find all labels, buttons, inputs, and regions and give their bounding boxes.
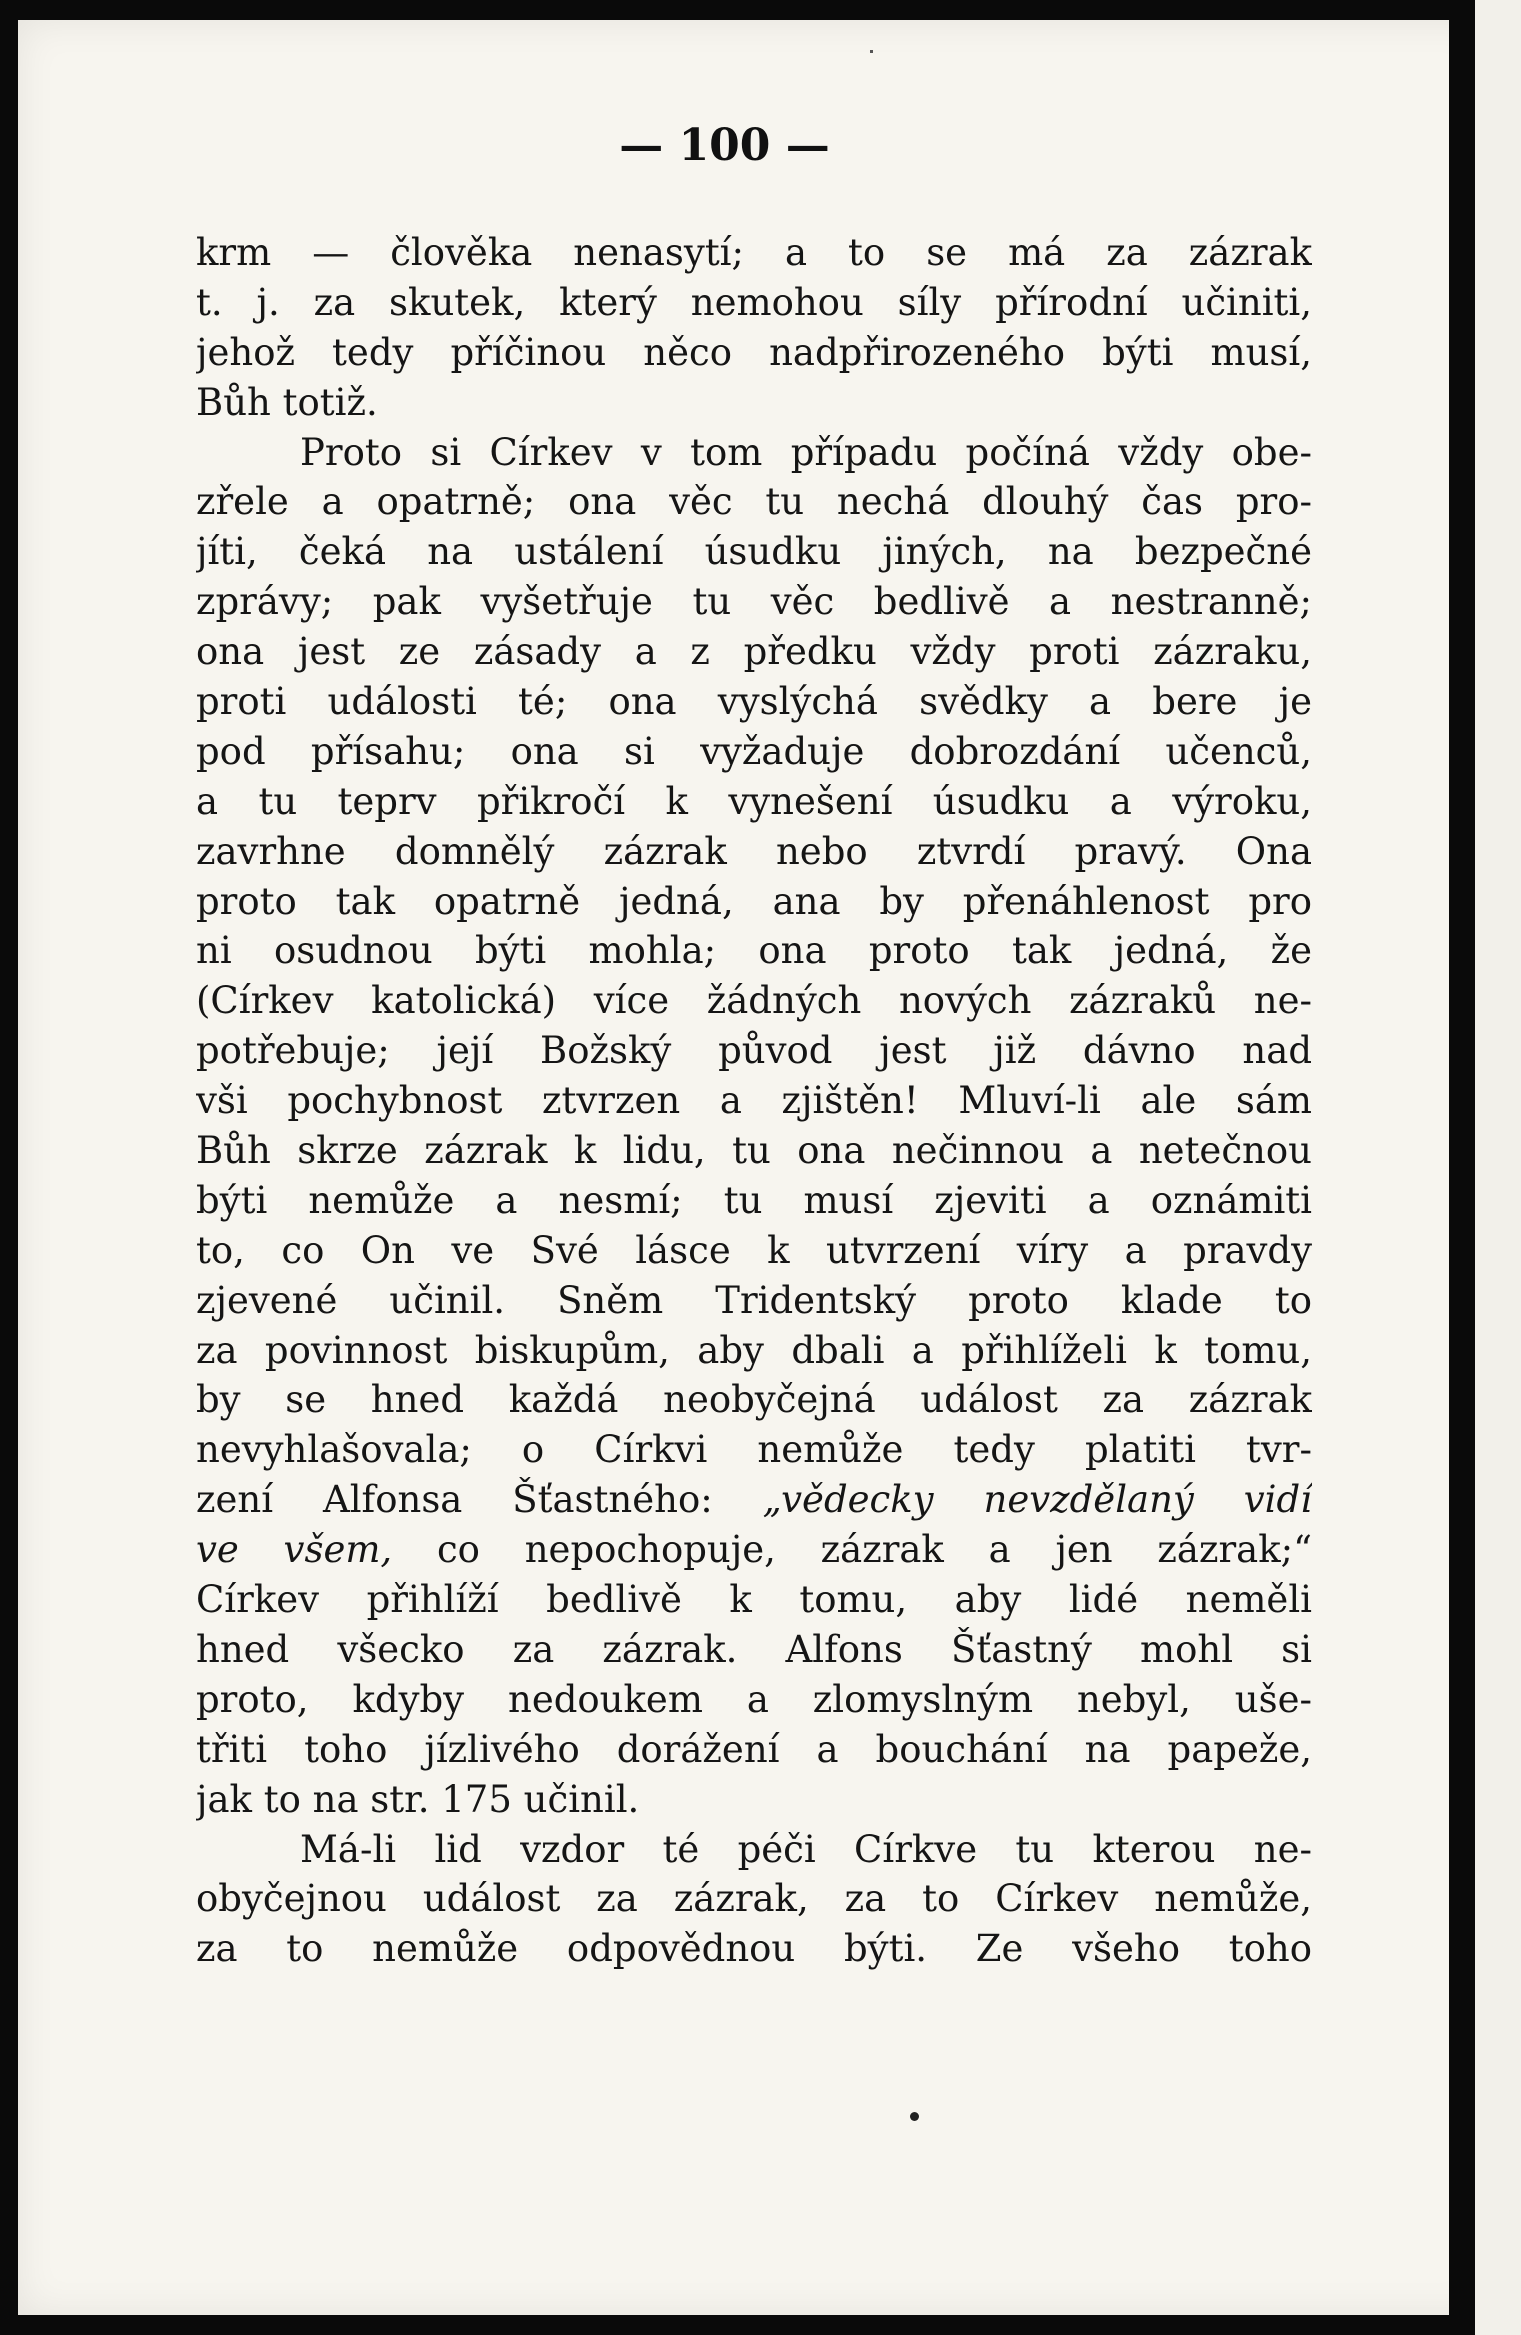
text-line: jehož tedy příčinou něco nadpřirozeného býti musí,	[196, 330, 1312, 374]
text-line: za povinnost biskupům, aby dbali a přihlíželi k tomu,	[196, 1328, 1312, 1372]
text-line: nevyhlašovala; o Církvi nemůže tedy platiti tvr-	[196, 1428, 1312, 1472]
text-line: proto tak opatrně jedná, ana by přenáhlenost pro	[196, 879, 1312, 923]
text-line: třiti toho jízlivého dorážení a bouchání na papeže,	[196, 1727, 1312, 1771]
text-line: zjevené učinil. Sněm Tridentský proto klade to	[196, 1278, 1312, 1322]
text-line: vši pochybnost ztvrzen a zjištěn! Mluví-li ale sám	[196, 1079, 1312, 1123]
text-line: by se hned každá neobyčejná událost za zázrak	[196, 1378, 1312, 1422]
printer-dot	[910, 2112, 919, 2121]
adjacent-page-edge	[1475, 0, 1521, 2335]
text-line: ni osudnou býti mohla; ona proto tak jedná, že	[196, 929, 1312, 973]
text-line: hned všecko za zázrak. Alfons Šťastný mohl si	[196, 1627, 1312, 1671]
text-line: proti události té; ona vyslýchá svědky a bere je	[196, 680, 1312, 724]
text-line: zřele a opatrně; ona věc tu nechá dlouhý čas pro-	[196, 480, 1312, 524]
text-line: pod přísahu; ona si vyžaduje dobrozdání učenců,	[196, 729, 1312, 773]
text-line: a tu teprv přikročí k vynešení úsudku a výroku,	[196, 779, 1312, 823]
text-line	[196, 1525, 1312, 1575]
text-line: Církev přihlíží bedlivě k tomu, aby lidé neměli	[196, 1578, 1312, 1622]
text-line: proto, kdyby nedoukem a zlomyslným nebyl, uše-	[196, 1677, 1312, 1721]
text-line: obyčejnou událost za zázrak, za to Církev nemůže,	[196, 1877, 1312, 1921]
text-line: jíti, čeká na ustálení úsudku jiných, na bezpečné	[196, 530, 1312, 574]
text-line: býti nemůže a nesmí; tu musí zjeviti a oznámiti	[196, 1178, 1312, 1222]
page-edge-shadow	[1449, 0, 1475, 2335]
text-line: Bůh totiž.	[196, 380, 378, 424]
page-number: — 100 —	[619, 120, 830, 171]
text-line: (Církev katolická) více žádných nových zázraků ne-	[196, 979, 1312, 1023]
body-text	[196, 228, 1312, 1974]
text-line: krm — člověka nenasytí; a to se má za zázrak	[196, 231, 1312, 274]
text-line: zavrhne domnělý zázrak nebo ztvrdí pravý. Ona	[196, 829, 1312, 873]
text-line: Proto si Církev v tom případu počíná vždy obe-	[300, 430, 1312, 474]
text-line: ona jest ze zásady a z předku vždy proti zázraku,	[196, 630, 1312, 674]
italic-quote: ve všem,	[196, 1528, 393, 1572]
scan-speck	[870, 50, 873, 53]
text-line: to, co On ve Své lásce k utvrzení víry a pravdy	[196, 1228, 1312, 1272]
text-line: jak to na str. 175 učinil.	[196, 1777, 640, 1821]
text-segment: zení Alfonsa Šťastného:	[196, 1478, 763, 1522]
text-line	[196, 1475, 1312, 1525]
text-line: Bůh skrze zázrak k lidu, tu ona nečinnou a netečnou	[196, 1129, 1312, 1173]
italic-quote: „vědecky nevzdělaný vidí	[762, 1478, 1312, 1522]
text-line: Má-li lid vzdor té péči Církve tu kterou ne-	[300, 1827, 1312, 1871]
text-line: zprávy; pak vyšetřuje tu věc bedlivě a nestranně;	[196, 580, 1312, 624]
text-line: t. j. za skutek, který nemohou síly přírodní učiniti,	[196, 280, 1312, 324]
text-line: potřebuje; její Božský původ jest již dávno nad	[196, 1029, 1312, 1073]
text-segment: co nepochopuje, zázrak a jen zázrak;“	[392, 1528, 1312, 1572]
text-line: za to nemůže odpovědnou býti. Ze všeho toho	[196, 1927, 1312, 1971]
